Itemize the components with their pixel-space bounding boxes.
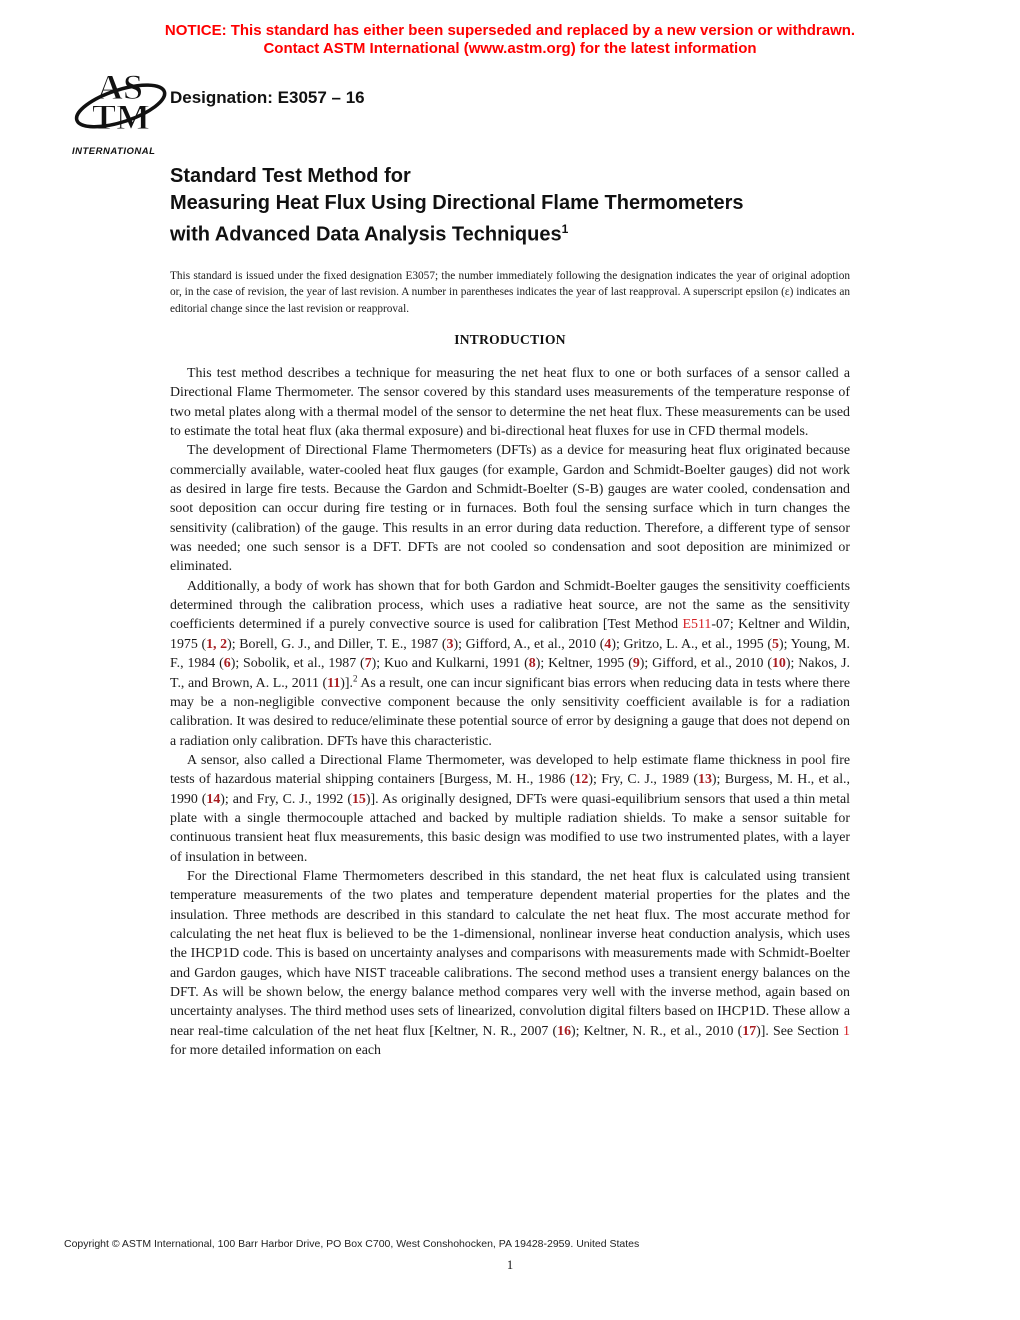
text-run: For the Directional Flame Thermometers described in this standard, the net heat flux is calculated using transient temperature measurements of the two plates and temperature dependent material properties for the plates and the insulation. Three methods are described in this standard to calculate the net heat flux. The most accurate method for calculating the net heat flux is believed to be the 1-dimensional, nonlinear inverse heat conduction analysis, which uses the IHCP1D code. This is based on uncertainty analyses and comparisons with measurements made with Schmidt-Boelter and Gardon gauges, which have NIST traceable calibrations. The second method uses a transient energy balances on the DFT. As will be shown below, the energy balance method compares very well with the inverse method, again based on uncertainty analyses. The third method uses sets of linearized, convolution digital filters based on IHCP1D. These allow a near real-time calculation of the net heat flux [Keltner, N. R., 2007 ( [170,868,850,1039]
text-run: )]. [340,675,354,691]
notice-line-1: NOTICE: This standard has either been superseded and replaced by a new version or withdrawn. [164,22,856,39]
reference-link[interactable]: 10 [771,656,786,672]
text-run: ); Nakos, J. T., and Brown, A. L., 2011 ( [170,656,850,691]
reference-link[interactable]: 17 [742,1023,757,1039]
text-run: As a result, one can incur significant bias errors when reducing data in tests where there may be a non-negligible convective component because the only sensitivity coefficient available is for a radiation calibration. It was desired to reduce/eliminate these potential source of error by designing a gauge that does not depend on a radiation only calibration. DFTs have this characteristic. [170,675,850,749]
title-footnote-marker[interactable]: 1 [561,222,569,236]
superseded-notice [0,22,1020,58]
title-line-3-text: with Advanced Data Analysis Techniques [170,223,562,246]
title-line-3 [170,216,870,248]
document-title [170,163,870,248]
text-run: ); Gifford, A., et al., 2010 ( [453,636,605,652]
reference-link[interactable]: 12 [574,772,589,788]
reference-link[interactable]: 11 [327,675,341,691]
text-run: -07; Keltner and Wildin, 1975 ( [170,617,851,652]
text-run: )]. As originally designed, DFTs were quasi-equilibrium sensors that used a thin metal plate with a single thermocouple attached and backed by multiple radiation shields. To make a sensor suitable for continuous transient heat flux measurements, this basic design was modified to use two instrumented plates, with a layer of insulation in between. [170,791,850,865]
text-run: ); Burgess, M. H., et al., 1990 ( [170,772,850,807]
text-run: ); Borell, G. J., and Diller, T. E., 1987 ( [227,636,447,652]
text-run: ); Keltner, N. R., et al., 2010 ( [571,1023,743,1039]
reference-link[interactable]: 9 [632,656,640,672]
reference-link[interactable]: 15 [351,791,366,807]
designation: Designation: E3057 – 16 [170,88,365,107]
paragraph [170,751,850,867]
paragraph [170,441,850,576]
reference-link[interactable]: 13 [698,772,712,788]
paragraph [170,364,850,441]
reference-link[interactable]: 7 [364,656,372,672]
reference-link[interactable]: 14 [206,791,221,807]
introduction-paragraphs [170,364,850,1060]
reference-link[interactable]: 6 [223,656,231,672]
astm-globe-icon [72,64,168,150]
text-run: ); Gritzo, L. A., et al., 1995 ( [611,636,773,652]
footnote-marker: 2 [353,672,358,683]
issuance-note: This standard is issued under the fixed designation E3057; the number immediately following the designation indicates the year of original adoption or, in the case of revision, the year of last revision. A number in parentheses indicates the year of last reapproval. A superscript epsilon (ε) indicates an editorial change since the last revision or reapproval. [170,270,850,315]
reference-link[interactable]: 16 [557,1023,572,1039]
text-run: The development of Directional Flame Thermometers (DFTs) as a device for measuring heat flux originated because commercially available, water-cooled heat flux gauges (for example, Gardon and Schmidt-Boelter gauges) did not work as desired in large fire tests. Because the Gardon and Schmidt-Boelter (S-B) gauges are water cooled, condensation and soot deposition can occur during fire testing or in furnaces. Both foul the sensing surface which in turn changes the sensitivity (calibration) of the gauge. This results in an error during data reduction. Therefore, a different type of sensor was needed; one such sensor is a DFT. DFTs are not cooled so condensation and soot deposition are minimized or eliminated. [170,443,850,575]
text-run: for more detailed information on each [170,1043,381,1059]
reference-link[interactable]: 5 [772,636,779,652]
text-run: ); Kuo and Kulkarni, 1991 ( [371,656,529,672]
introduction-heading: INTRODUCTION [454,332,566,347]
paragraph [170,577,850,751]
svg-text:AS: AS [96,67,144,107]
text-run: ); and Fry, C. J., 1992 ( [220,791,352,807]
text-run: This test method describes a technique for measuring the net heat flux to one or both surfaces of a sensor called a Directional Flame Thermometer. The sensor covered by this standard uses measurements of the temperature response of two metal plates along with a thermal model of the sensor to determine the net heat flux. These measurements can be used to estimate the total heat flux (aka thermal exposure) and bi-directional heat fluxes for use in CFD thermal models. [170,366,850,440]
text-run: ); Fry, C. J., 1989 ( [588,772,699,788]
notice-line-2: Contact ASTM International (www.astm.org) for the latest information [263,40,757,57]
text-run: A sensor, also called a Directional Flame Thermometer, was developed to help estimate flame thickness in pool fire tests of hazardous material shipping containers [Burgess, M. H., 1986 ( [170,752,850,788]
text-run: Additionally, a body of work has shown that for both Gardon and Schmidt-Boelter gauges the sensitivity coefficients determined through the calibration process, which uses a radiative heat source, are not the same as the sensitivity coefficients determined if a purely convective source is used for calibration [Test Method [170,578,850,633]
reference-link[interactable]: 3 [446,636,454,652]
text-run: ); Gifford, et al., 2010 ( [639,656,772,672]
reference-link[interactable]: 4 [604,636,612,652]
text-run: ); Young, M. F., 1984 ( [170,636,850,672]
astm-logo-subtext: INTERNATIONAL [72,146,156,157]
svg-text:TM: TM [92,97,150,137]
text-run: )]. See Section [756,1023,844,1039]
text-run: ); Sobolik, et al., 1987 ( [230,656,365,672]
title-line-1: Standard Test Method for [170,165,411,187]
paragraph [170,867,850,1060]
reference-link[interactable]: 8 [528,656,536,672]
astm-logo [72,64,172,157]
reference-link[interactable]: 1 [843,1023,850,1039]
page-number: 1 [506,1258,514,1272]
copyright-footer: Copyright © ASTM International, 100 Barr Harbor Drive, PO Box C700, West Conshohocken, PA 19428-2959. United States [64,1238,640,1250]
reference-link[interactable]: E511 [682,617,712,633]
reference-link[interactable]: 1, 2 [206,636,228,652]
title-line-2: Measuring Heat Flux Using Directional Flame Thermometers [170,191,744,214]
text-run: ); Keltner, 1995 ( [535,656,633,672]
